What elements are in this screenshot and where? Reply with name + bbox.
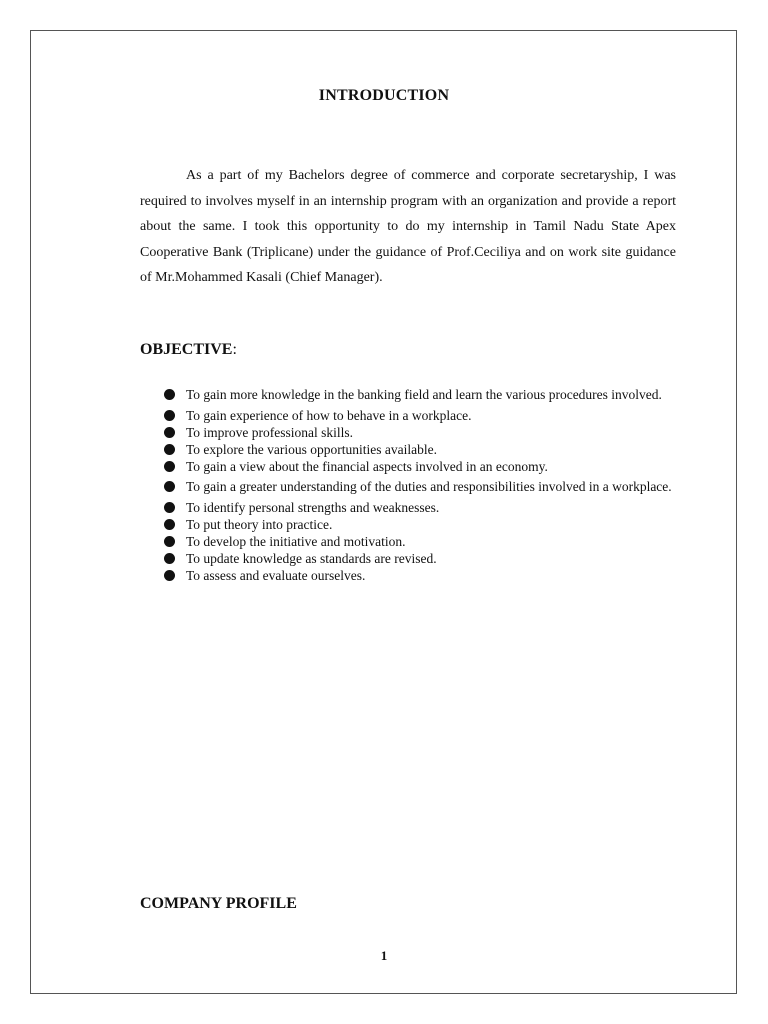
list-item-text: To put theory into practice. bbox=[186, 517, 333, 532]
list-item bbox=[160, 533, 676, 550]
list-item bbox=[160, 475, 676, 499]
list-item-text: To identify personal strengths and weaknesses. bbox=[186, 500, 440, 515]
list-item bbox=[160, 424, 676, 441]
objective-heading-text: OBJECTIVE bbox=[140, 341, 233, 358]
list-item-text: To assess and evaluate ourselves. bbox=[186, 568, 366, 583]
bullet-icon bbox=[164, 536, 175, 547]
company-profile-heading: COMPANY PROFILE bbox=[140, 895, 297, 912]
list-item-text: To gain a greater understanding of the duties and responsibilities involved in a workplace. bbox=[186, 479, 672, 494]
bullet-icon bbox=[164, 444, 175, 455]
bullet-icon bbox=[164, 410, 175, 421]
list-item bbox=[160, 407, 676, 424]
list-item-text: To gain a view about the financial aspects involved in an economy. bbox=[186, 459, 548, 474]
bullet-icon bbox=[164, 389, 175, 400]
intro-paragraph: As a part of my Bachelors degree of commerce and corporate secretaryship, I was required to involves myself in an internship program with an organization and provide a report about the same. I took this opportunity to do my internship in Tamil Nadu State Apex Cooperative Bank (Triplicane) under the guidance of Prof.Ceciliya and on work site guidance of Mr.Mohammed Kasali (Chief Manager). bbox=[140, 168, 676, 285]
list-item bbox=[160, 516, 676, 533]
objective-list bbox=[160, 383, 676, 584]
bullet-icon bbox=[164, 427, 175, 438]
bullet-icon bbox=[164, 553, 175, 564]
list-item bbox=[160, 383, 676, 407]
bullet-icon bbox=[164, 570, 175, 581]
page-title: INTRODUCTION bbox=[318, 87, 450, 104]
list-item-text: To update knowledge as standards are revised. bbox=[186, 551, 437, 566]
list-item-text: To develop the initiative and motivation. bbox=[186, 534, 406, 549]
list-item bbox=[160, 550, 676, 567]
list-item-text: To gain more knowledge in the banking field and learn the various procedures involved. bbox=[186, 387, 662, 402]
bullet-icon bbox=[164, 519, 175, 530]
list-item-text: To explore the various opportunities available. bbox=[186, 442, 437, 457]
objective-heading bbox=[140, 341, 237, 359]
list-item-text: To improve professional skills. bbox=[186, 425, 354, 440]
list-item bbox=[160, 567, 676, 584]
list-item bbox=[160, 441, 676, 458]
bullet-icon bbox=[164, 481, 175, 492]
objective-heading-colon: : bbox=[232, 341, 237, 358]
page-number: 1 bbox=[380, 948, 388, 963]
bullet-icon bbox=[164, 461, 175, 472]
list-item bbox=[160, 458, 676, 475]
list-item-text: To gain experience of how to behave in a workplace. bbox=[186, 408, 472, 423]
bullet-icon bbox=[164, 502, 175, 513]
list-item bbox=[160, 499, 676, 516]
